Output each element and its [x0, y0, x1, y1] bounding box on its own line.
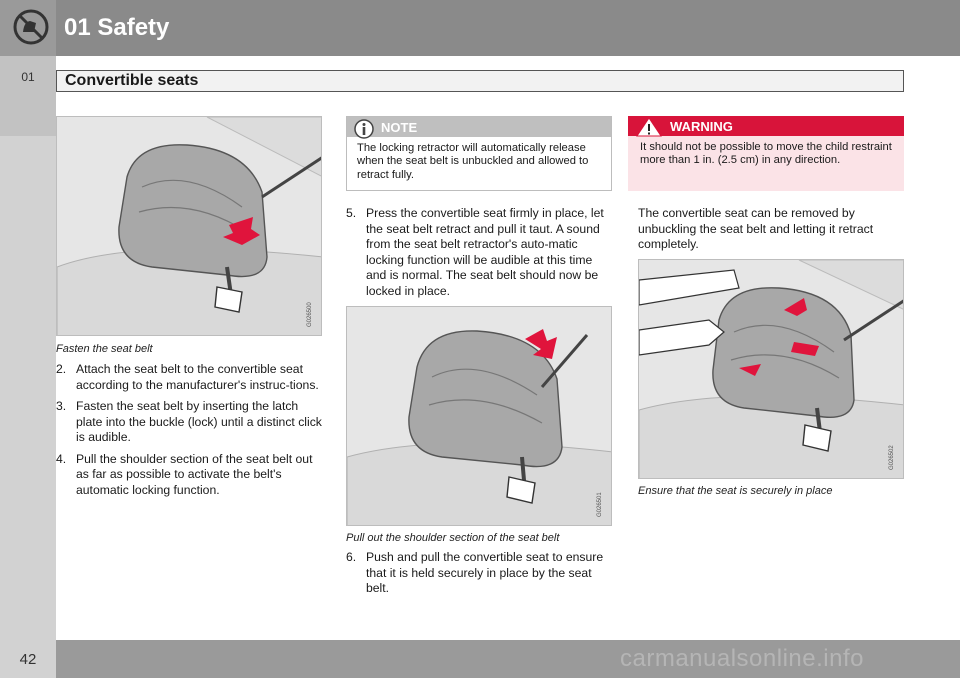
- figure-fasten-seat-belt: [56, 116, 322, 336]
- header-icon-area: [0, 0, 56, 56]
- page-number: 42: [19, 651, 37, 668]
- figure-code: G026501: [597, 492, 603, 517]
- warning-header: [628, 116, 904, 136]
- warning-text: It should not be possible to move the child restraint more than 1 in. (2.5 cm) in any direction.: [640, 141, 892, 167]
- info-icon: [353, 118, 375, 140]
- figure-caption: Ensure that the seat is securely in place: [638, 485, 833, 497]
- figure-ensure-secure: [638, 259, 904, 479]
- step-item: 4. Pull the shoulder section of the seat belt out as far as possible to activate the belt's automatic locking function.: [56, 451, 313, 497]
- page-title: 01 Safety: [64, 14, 170, 41]
- steps-list-left: [56, 362, 322, 504]
- child-seat-illustration: [57, 117, 322, 336]
- sidebar-tab-label: 01: [21, 70, 35, 84]
- sidebar-tab-01[interactable]: [0, 56, 56, 136]
- steps-list-middle: [346, 206, 612, 305]
- removal-paragraph: The convertible seat can be removed by unbuckling the seat belt and letting it retract completely.: [638, 206, 874, 251]
- sidebar: [0, 56, 56, 640]
- figure-code: G026502: [889, 445, 895, 470]
- figure-pull-shoulder-belt: [346, 306, 612, 526]
- warning-box: [628, 116, 904, 191]
- child-seat-illustration: [639, 260, 904, 479]
- step-item: 3. Fasten the seat belt by inserting the latch plate into the buckle (lock) until a distinct click is audible.: [56, 399, 322, 444]
- warning-title: WARNING: [670, 119, 733, 134]
- figure-caption: Pull out the shoulder section of the seat belt: [346, 532, 560, 544]
- note-text: The locking retractor will automatically release when the seat belt is unbuckled and allowed to retract fully.: [357, 142, 589, 181]
- figure-caption: Fasten the seat belt: [56, 343, 153, 355]
- section-title: Convertible seats: [65, 72, 199, 89]
- note-header: [347, 117, 611, 137]
- no-airbag-child-seat-icon: [12, 8, 50, 46]
- child-seat-illustration: [347, 307, 612, 526]
- step-item: 5. Press the convertible seat firmly in place, let the seat belt retract and pull it taut. A sound from the seat belt retractor's auto-matic locking function will be audible at this time and is normal. The seat belt should now be locked in place.: [346, 206, 604, 298]
- section-bar: [56, 70, 904, 92]
- step-item: 6. Push and pull the convertible seat to ensure that it is held securely in place by the seat belt.: [346, 550, 604, 595]
- warning-triangle-icon: [636, 117, 662, 137]
- step-item: 2. Attach the seat belt to the convertible seat according to the manufacturer's instruc-tions.: [56, 362, 319, 392]
- note-box: [346, 116, 612, 191]
- watermark: carmanualsonline.info: [620, 645, 864, 672]
- steps-list-middle-2: [346, 550, 612, 603]
- figure-code: G026500: [307, 302, 313, 327]
- note-title: NOTE: [381, 120, 418, 135]
